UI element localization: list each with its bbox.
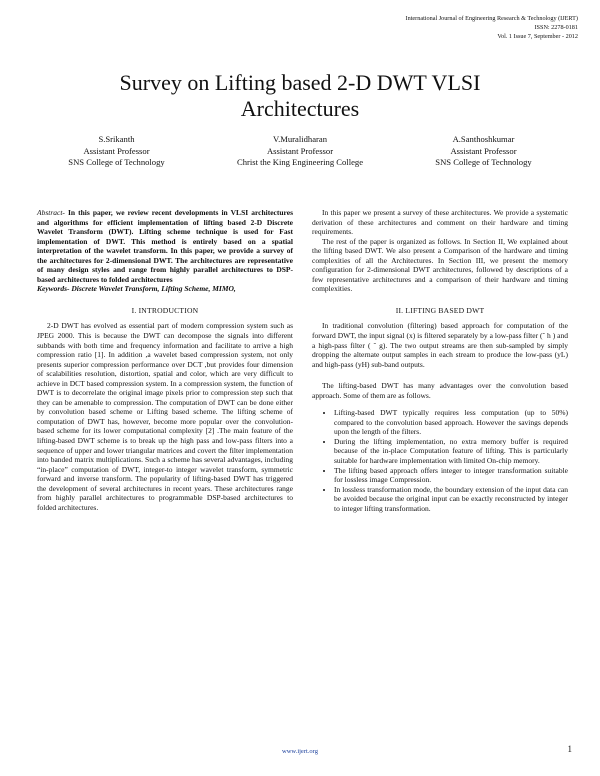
organization-paragraph: The rest of the paper is organized as follows. In Section II, We explained about the lifting based DWT. We also present a Comparison of the hardware and timing complexities of all the Architectures. In Section III, we present the memory configuration for 2-dimensional DWT architectures, followed by descriptions of a few representative architectures and a comparison of their hardware and timing complexities. (312, 236, 568, 294)
volume-issue: Vol. 1 Issue 7, September - 2012 (497, 33, 578, 40)
list-item: • Lifting-based DWT typically requires less computation (up to 50%) compared to the convolution based approach. However the savings depends upon the length of the filters. (334, 408, 568, 437)
author-name: S.Srikanth (98, 134, 135, 144)
list-item: • During the lifting implementation, no extra memory buffer is required because of the in-place Computation feature of lifting. This is particularly suitable for hardware implementation with limited On-chip memory. (334, 437, 568, 466)
abstract-text: In this paper, we review recent developments in VLSI architectures and algorithms for efficient implementation of lifting based 2-D Discrete Wavelet Transform (DWT). Lifting scheme technique is used for Fast implementation of DWT. This method is entirely based on a spatial interpretation of the wavelet transform. In this paper, we provide a survey of the architectures for 2-dimensional DWT. The architectures are representative of many design styles and range from highly parallel architectures to DSP-based architectures to folded architectures (37, 208, 293, 284)
section-heading-introduction: I. INTRODUCTION (131, 305, 199, 315)
author-name: A.Santhoshkumar (452, 134, 515, 144)
page-number: 1 (567, 744, 572, 754)
author-role: Assistant Professor (450, 145, 517, 156)
paper-title (0, 70, 600, 122)
advantages-list (312, 408, 568, 513)
list-item: • The lifting based approach offers integer to integer transformation suitable for lossless image Compression. (334, 466, 568, 485)
section-heading-lifting: II. LIFTING BASED DWT (395, 305, 485, 315)
author-block (392, 134, 575, 169)
footer-url[interactable]: www.ijert.org (282, 748, 318, 755)
author-affiliation: Christ the King Engineering College (236, 157, 364, 167)
abstract (37, 208, 293, 284)
author-affiliation: SNS College of Technology (435, 157, 532, 167)
keywords: Keywords- Discrete Wavelet Transform, Lifting Scheme, MIMO, (37, 284, 236, 294)
convolution-paragraph: In traditional convolution (filtering) based approach for computation of the forward DWT, the input signal (x) is filtered separately by a low-pass filter (˜ h ) and a high-pass filter ( ˜ g). The two output streams are then sub-sampled by simply dropping the alternate output samples in each stream to produce the low-pass (yL) and high-pass (yH) sub-band outputs. (312, 321, 568, 369)
author-role: Assistant Professor (266, 145, 334, 156)
issn: ISSN: 2278-0181 (534, 24, 578, 31)
paper-title-line-2: Architectures (240, 96, 360, 121)
left-column (37, 208, 293, 512)
author-affiliation: SNS College of Technology (68, 157, 165, 167)
journal-header (406, 14, 578, 41)
author-block (25, 134, 208, 169)
journal-name: International Journal of Engineering Research & Technology (IJERT) (405, 15, 578, 22)
right-column (312, 208, 568, 513)
abstract-label: Abstract- (37, 208, 65, 217)
survey-paragraph: In this paper we present a survey of these architectures. We provide a systematic derivation of these architectures and comment on their hardware and timing requirements. (312, 208, 568, 237)
author-role: Assistant Professor (83, 145, 150, 156)
list-item: • In lossless transformation mode, the boundary extension of the input data can be avoided because the original input can be exactly reconstructed by integer to integer lifting transformation. (334, 485, 568, 514)
author-block (209, 134, 392, 169)
author-list (25, 134, 575, 169)
author-name: V.Muralidharan (272, 134, 328, 144)
advantages-paragraph: The lifting-based DWT has many advantages over the convolution based approach. Some of them are as follows. (312, 381, 568, 400)
paper-title-line-1: Survey on Lifting based 2-D DWT VLSI (119, 70, 481, 95)
introduction-paragraph: 2-D DWT has evolved as essential part of modern compression system such as JPEG 2000. This is because the DWT can decompose the signals into different subbands with both time and frequency information and facilitate to arrive a high compression ratio [1]. In addition ,a wavelet based compression system, not only presents superior compression performance over DCT ,but provides four dimension of scalabilities resolution, distortion, spatial and color, which are very difficult to achieve in DCT based compression system. In a compression system, the function of DWT is to decorrelate the original image pixels prior to compression step such that they can be amenable to compression. The computation of DWT can be done either by convolution based scheme or Lifting based scheme. The lifting scheme of computation of DWT has, however, become more popular over the convolution-based scheme for its lower computational complexity [2] .The main feature of the lifting-based DWT scheme is to break up the high pass and low-pass filters into a sequence of upper and lower triangular matrices and covert the filter implementation into banded matrix multiplications. Such a scheme has several advantages, including “in-place” computation of DWT, integer-to integer wavelet transform, symmetric forward and inverse transform. The popularity of lifting-based DWT has triggered the development of several architectures in recent years. These architectures range from highly parallel architectures to programmable DSP-based architectures to folded architectures. (37, 321, 293, 512)
